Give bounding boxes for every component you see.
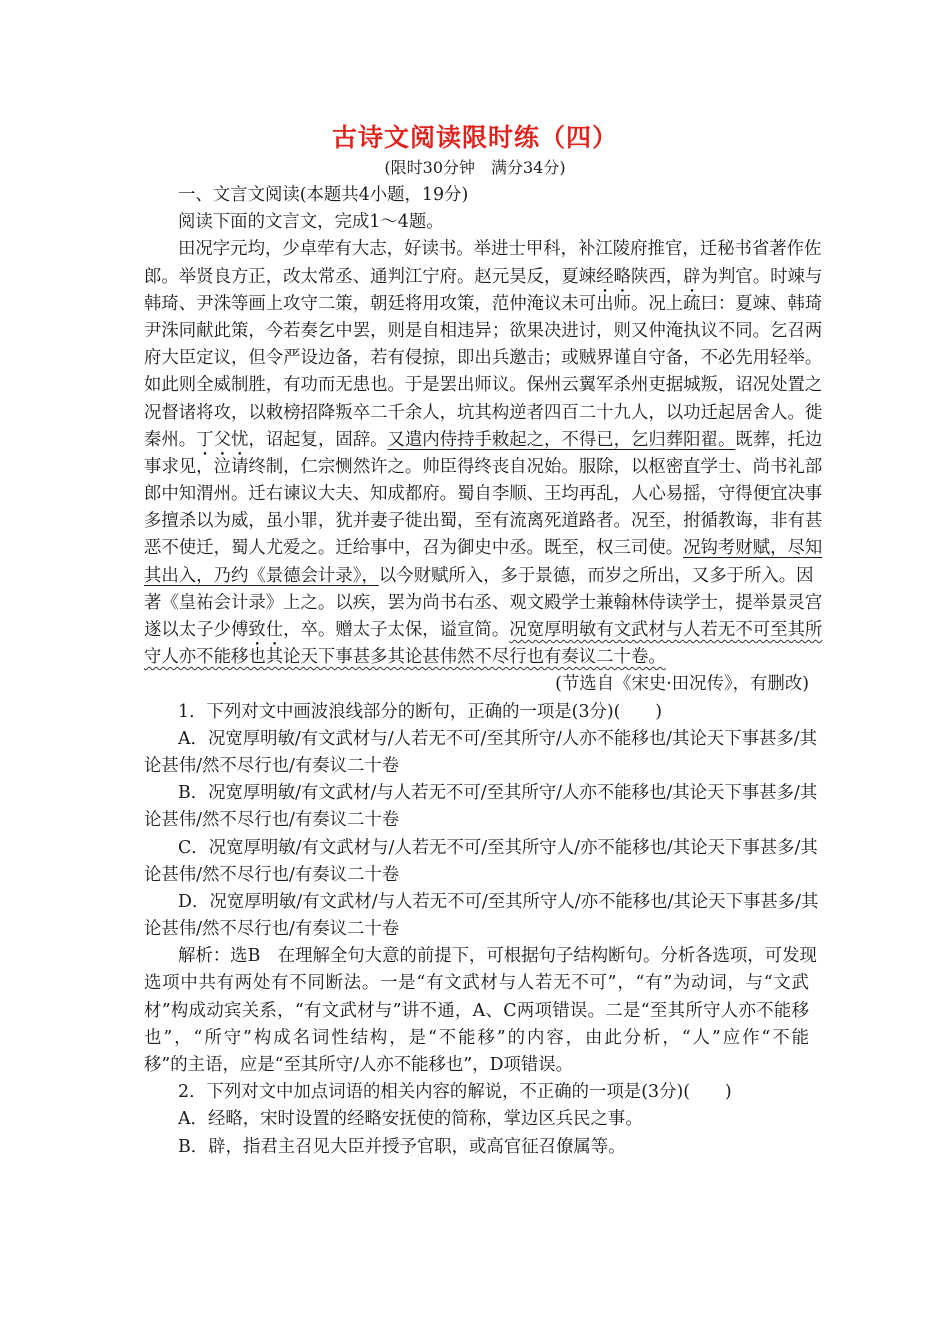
- passage-line: 田况字元均，少卓荦有大志，好读书。举进士甲科，补江陵府推官，迁秘书省著作佐: [178, 239, 822, 260]
- analysis: [144, 943, 817, 1079]
- option-d: D．况宽厚明敏/有文武材/与人若无不可/至其所守人/亦不能移也/其论天下事甚多/其: [178, 891, 819, 912]
- option-a-cont: 论甚伟/然不尽行也/有奏议二十卷: [144, 755, 400, 776]
- passage-line: 尹洙同献此策，今若奏乞中罢，则是自相违异；欲果决进讨，则又仲淹执议不同。乞召两: [144, 320, 823, 341]
- passage-source: (节选自《宋史·田况传》，有删改): [555, 674, 809, 695]
- analysis-line: 解析：选B 在理解全句大意的前提下，可根据句子结构断句。分析各选项，可发现: [178, 946, 817, 967]
- instruction: 阅读下面的文言文，完成1～4题。: [178, 212, 444, 233]
- passage-line: 韩琦、尹洙等画上攻守二策，朝廷将用攻策，范仲淹议未可出师。况上疏曰：夏竦、韩琦: [144, 293, 823, 314]
- option-c-cont: 论甚伟/然不尽行也/有奏议二十卷: [144, 864, 400, 885]
- option-d-cont: 论甚伟/然不尽行也/有奏议二十卷: [144, 919, 400, 940]
- passage-line: 如此则全威制胜，有功而无患也。于是罢出师议。保州云翼军杀州吏据城叛，诏况处置之: [144, 375, 823, 396]
- wavy-line-segment-b: 守人亦不能移也其论天下事甚多其论甚伟然不尽行也有奏议二十卷。: [144, 647, 666, 668]
- option-c: C．况宽厚明敏/有文武材与/人若无不可/至其所守人/亦不能移也/其论天下事甚多/其: [178, 837, 818, 858]
- analysis-line: 材”构成动宾关系，“有文武材与”讲不通，A、C两项错误。二是“至其所守人亦不能移: [144, 1000, 809, 1021]
- analysis-line: 选项中共有两处有不同断法。一是“有文武材与人若无不可”，“有”为动词，与“文武: [144, 973, 809, 994]
- classical-passage: [144, 236, 823, 698]
- analysis-line: 移”的主语，应是“至其所守/人亦不能移也”，D项错误。: [144, 1055, 574, 1075]
- document-body: [144, 182, 823, 1161]
- passage-line: 况督诸将攻，以敕榜招降叛卒二千余人，坑其构逆者四百二十九人，以功迁起居舍人。徙: [144, 402, 823, 423]
- option-a: A．经略，宋时设置的经略安抚使的简称，掌边区兵民之事。: [178, 1109, 643, 1130]
- wavy-line-segment-a: 况宽厚明敏有文武材与人若无不可至其所: [509, 620, 823, 640]
- question-stem: 1．下列对文中画波浪线部分的断句，正确的一项是(3分)( ): [178, 701, 663, 722]
- page-subtitle: (限时30分钟 满分34分): [384, 158, 566, 177]
- passage-line: 秦州。丁父忧，诏起复，固辞。又遣内侍持手敕起之，不得已，乞归葬阳翟。既葬，托边: [144, 429, 823, 450]
- passage-line: 郎。举贤良方正，改太常丞、通判江宁府。赵元昊反，夏竦经略陕西，辟为判官。时竦与: [144, 266, 823, 287]
- passage-line: 府大臣定议，但令严设边备，若有侵掠，即出兵邀击；或贼界谨自守备，不必先用轻举。: [144, 348, 823, 369]
- dotted-term-bi: 辟: [683, 266, 701, 287]
- passage-line: 遂以太子少傅致仕，卒。赠太子太保，谥宣简。况宽厚明敏有文武材与人若无不可至其所: [144, 620, 823, 640]
- question-2: [144, 1079, 809, 1161]
- option-b-cont: 论甚伟/然不尽行也/有奏议二十卷: [144, 810, 400, 831]
- question-1: [144, 699, 819, 944]
- dotted-term-jinglue: 经略: [596, 266, 631, 287]
- passage-line: 著《皇祐会计录》上之。以疾，罢为尚书右丞、观文殿学士兼翰林侍读学士，提举景灵宫: [144, 592, 823, 613]
- underlined-sentence-2a: 况钩考财赋，尽知: [683, 538, 823, 559]
- passage-line: 郎中知渭州。迁右谏议大夫、知成都府。蜀自李顺、王均再乱，人心易摇，守得便宜决事: [144, 484, 823, 505]
- section-heading: 一、文言文阅读(本题共4小题，19分): [178, 185, 469, 205]
- page-title: 古诗文阅读限时练（四）: [331, 123, 618, 152]
- passage-line: 恶不使迁，蜀人尤爱之。迁给事中，召为御史中丞。既至，权三司使。况钩考财赋，尽知: [144, 538, 823, 559]
- question-stem: 2．下列对文中加点词语的相关内容的解说，不正确的一项是(3分)( ): [178, 1082, 732, 1103]
- analysis-line: 也”，“所守”构成名词性结构，是“不能移”的内容，由此分析，“人”应作“不能: [144, 1027, 809, 1048]
- option-b: B．辟，指君主召见大臣并授予官职，或高官征召僚属等。: [178, 1136, 626, 1157]
- passage-line: 多擅杀以为威，虽小罪，犹并妻子徙出蜀，至有流离死道路者。况至，拊循教诲，非有甚: [144, 511, 823, 532]
- underlined-sentence-2b: 其出入，乃约《景德会计录》，: [144, 565, 379, 586]
- passage-line: 事求见，泣请终制，仁宗恻然许之。帅臣得终丧自况始。服除，以枢密直学士、尚书礼部: [144, 456, 823, 477]
- dotted-term-zhishi: 致仕: [248, 620, 284, 640]
- passage-line: 其出入，乃约《景德会计录》，以今财赋所入，多于景德，而岁之所出，又多于所入。因: [144, 565, 814, 586]
- option-a: A．况宽厚明敏/有文武材与/人若无不可/至其所守/人亦不能移也/其论天下事甚多/其: [178, 728, 817, 749]
- option-b: B．况宽厚明敏/有文武材/与人若无不可/至其所守/人亦不能移也/其论天下事甚多/其: [178, 783, 818, 804]
- passage-line: [144, 644, 809, 671]
- dotted-term-dingfuyou: 丁父忧: [196, 429, 249, 450]
- underlined-sentence-1: 又遣内侍持手敕起之，不得已，乞归葬阳翟。: [387, 429, 736, 450]
